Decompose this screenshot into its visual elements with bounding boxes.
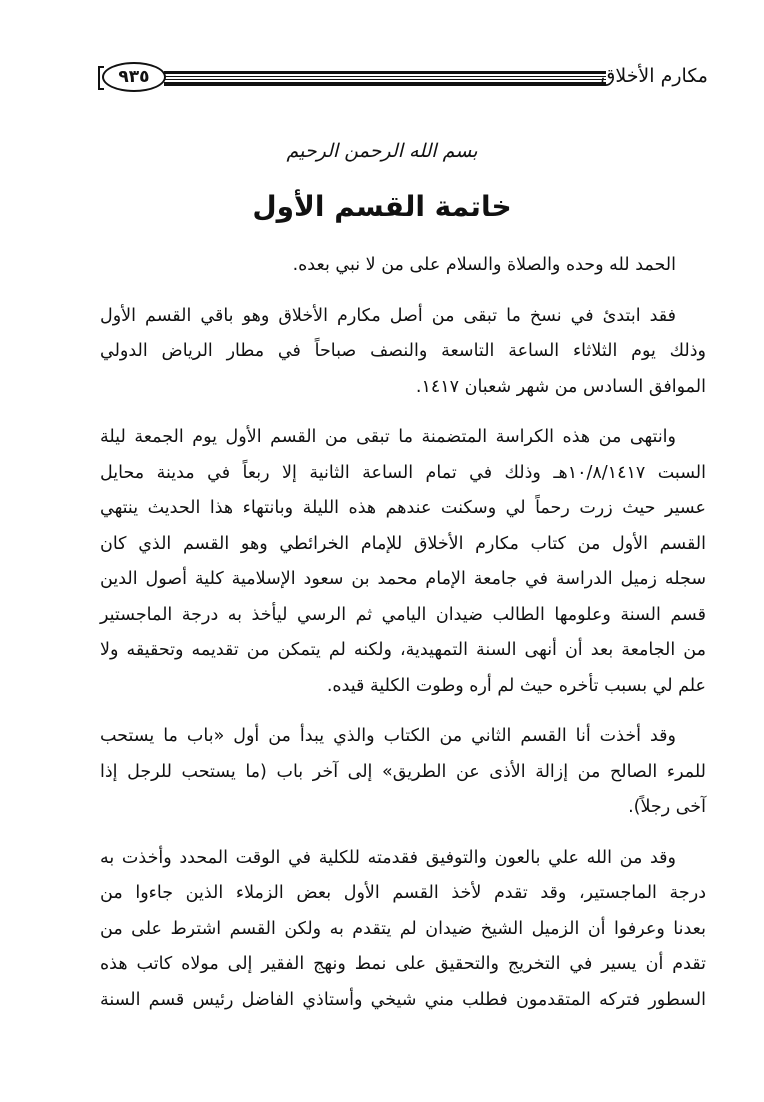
paragraph — [100, 299, 706, 406]
paragraph — [100, 248, 706, 284]
page-header — [98, 62, 708, 92]
paragraph — [100, 420, 706, 704]
text-line: سجله زميل الدراسة في جامعة الإمام محمد بن سعود الإسلامية كلية أصول الدين — [100, 569, 706, 589]
text-line: فقد ابتدئ في نسخ ما تبقى من أصل مكارم الأخلاق وهو باقي القسم الأول — [100, 305, 676, 326]
text-line: عسير حيث زرت رحماً لي وسكنت عندهم هذه الليلة وبانتهاء هذا الحديث ينتهي — [100, 498, 706, 518]
text-line: وذلك يوم الثلاثاء الساعة التاسعة والنصف صباحاً في مطار الرياض الدولي — [100, 341, 706, 361]
running-title: مكارم الأخلاق — [600, 65, 708, 87]
text-line: السطور فتركه المتقدمون فطلب مني شيخي وأستاذي الفاضل رئيس قسم السنة — [100, 989, 706, 1010]
text-line: علم لي بسبب تأخره حيث لم أره وطوت الكلية قيده. — [326, 675, 706, 696]
text-line: بعدنا وعرفوا أن الزميل الشيخ ضيدان لم يتقدم به ولكن القسم اشترط على من — [100, 918, 706, 939]
text-line: آخى رجلاً). — [628, 797, 706, 817]
text-line: درجة الماجستير، وقد تقدم لأخذ القسم الأول بعض الزملاء الذين جاءوا من — [100, 883, 706, 903]
text-line: للمرء الصالح من إزالة الأذى عن الطريق» إلى آخر باب (ما يستحب للرجل إذا — [100, 761, 706, 782]
paragraph — [100, 841, 706, 1019]
section-title: خاتمة القسم الأول — [252, 190, 512, 223]
paragraph-gap — [100, 826, 706, 841]
text-line: وقد من الله علي بالعون والتوفيق فقدمته للكلية في الوقت المحدد وأخذت به — [100, 847, 676, 868]
body-text — [100, 248, 706, 1018]
text-line: الحمد لله وحده والصلاة والسلام على من لا نبي بعده. — [292, 255, 676, 275]
page-number: ٩٣٥ — [102, 62, 166, 92]
paragraph — [100, 719, 706, 826]
text-line: وانتهى من هذه الكراسة المتضمنة ما تبقى من القسم الأول يوم الجمعة ليلة — [100, 427, 676, 447]
text-line: قسم السنة وعلومها الطالب ضيدان اليامي ثم الرسي ليأخذ به درجة الماجستير — [100, 604, 706, 625]
text-line: تقدم أن يسير في التخريج والتحقيق على نمط ونهج الفقير إلى مولاه كاتب هذه — [100, 954, 706, 974]
paragraph-gap — [100, 704, 706, 719]
header-rule — [164, 71, 606, 88]
text-line: السبت ١٠/٨/١٤١٧هـ وذلك في تمام الساعة الثانية إلا ربعاً في مدينة محايل — [100, 462, 706, 483]
text-line: القسم الأول من كتاب مكارم الأخلاق للإمام الخرائطي وهو القسم الذي كان — [100, 533, 706, 554]
paragraph-gap — [100, 405, 706, 420]
text-line: وقد أخذت أنا القسم الثاني من الكتاب والذي يبدأ من أول «باب ما يستحب — [100, 726, 676, 746]
paragraph-gap — [100, 284, 706, 299]
text-line: الموافق السادس من شهر شعبان ١٤١٧. — [415, 376, 706, 397]
text-line: من الجامعة بعد أن أنهى السنة التمهيدية، ولكنه لم يتمكن من تقديمه وتحقيقه ولا — [100, 640, 706, 660]
basmala: بسم الله الرحمن الرحيم — [286, 140, 478, 162]
